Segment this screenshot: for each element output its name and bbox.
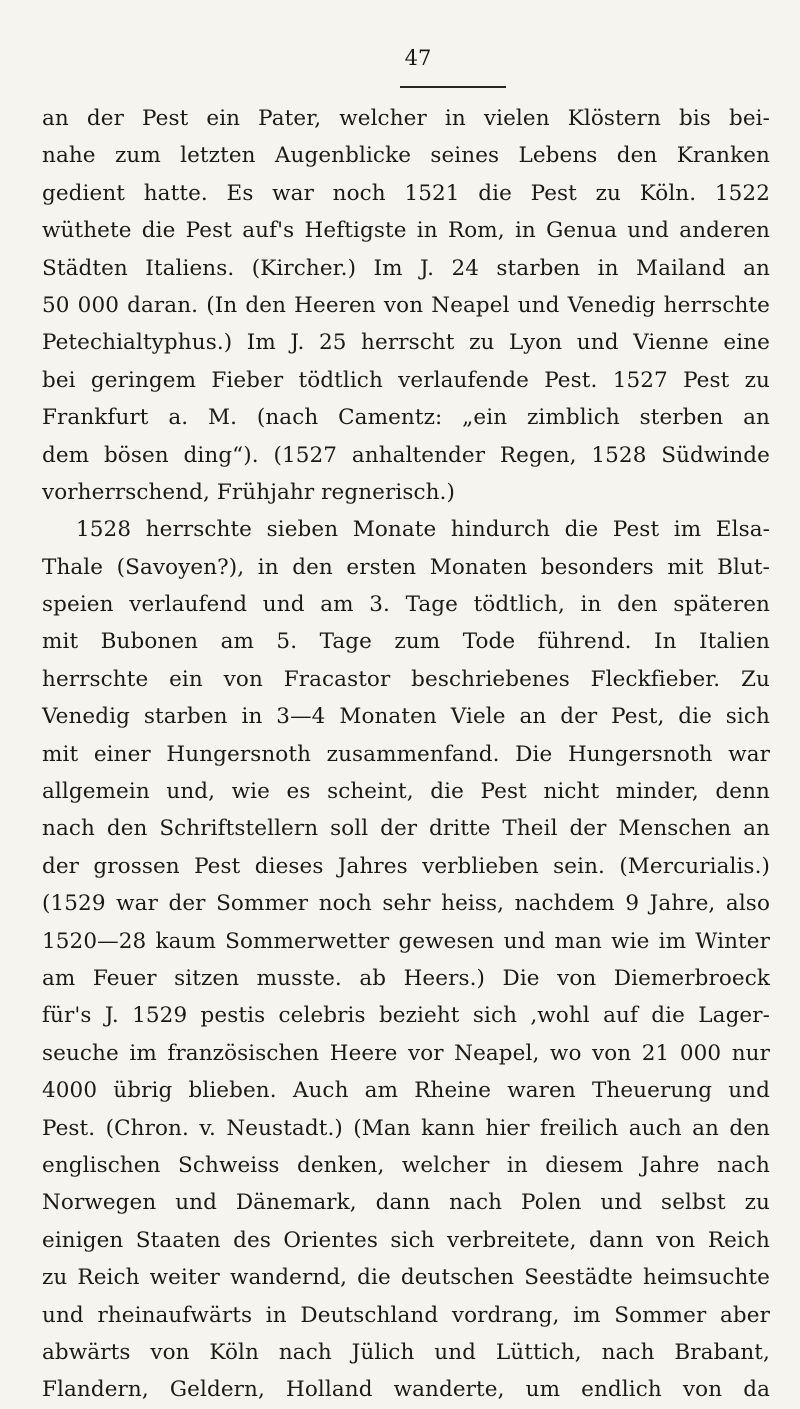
text-line: 4000 übrig blieben. Auch am Rheine waren Theuerung und	[42, 1078, 770, 1104]
text-line: Thale (Savoyen?), in den ersten Monaten besonders mit Blut-	[42, 554, 770, 580]
text-line: mit Bubonen am 5. Tage zum Tode führend. In Italien	[42, 629, 770, 655]
text-line: für's J. 1529 pestis celebris bezieht sich ,wohl auf die Lager-	[42, 1003, 770, 1029]
text-line: am Feuer sitzen musste. ab Heers.) Die von Diemerbroeck	[42, 965, 770, 991]
text-line: und rheinaufwärts in Deutschland vordrang, im Sommer aber	[42, 1302, 770, 1328]
text-line: einigen Staaten des Orientes sich verbreitete, dann von Reich	[42, 1227, 770, 1253]
text-line: allgemein und, wie es scheint, die Pest nicht minder, denn	[42, 779, 770, 805]
text-line: an der Pest ein Pater, welcher in vielen Klöstern bis bei-	[42, 106, 770, 131]
text-line: Petechialtyphus.) Im J. 25 herrscht zu Lyon und Vienne eine	[42, 330, 770, 356]
page-number: 47	[404, 46, 432, 70]
body-text	[42, 100, 770, 1409]
text-line: Venedig starben in 3—4 Monaten Viele an der Pest, die sich	[42, 704, 770, 730]
text-line: bei geringem Fieber tödtlich verlaufende Pest. 1527 Pest zu	[42, 367, 770, 393]
text-line: Städten Italiens. (Kircher.) Im J. 24 starben in Mailand an	[42, 255, 770, 281]
header-rule	[400, 86, 506, 88]
text-line: dem bösen ding“). (1527 anhaltender Regen, 1528 Südwinde	[42, 442, 770, 468]
text-line: der grossen Pest dieses Jahres verblieben sein. (Mercurialis.)	[42, 853, 770, 879]
text-line: herrschte ein von Fracastor beschriebenes Fleckfieber. Zu	[42, 666, 770, 692]
text-line: 1520—28 kaum Sommerwetter gewesen und man wie im Winter	[42, 928, 770, 954]
text-line: Norwegen und Dänemark, dann nach Polen und selbst zu	[42, 1190, 770, 1216]
text-line: wüthete die Pest auf's Heftigste in Rom, in Genua und anderen	[42, 218, 770, 244]
text-line: speien verlaufend und am 3. Tage tödtlich, in den späteren	[42, 592, 770, 618]
text-line: seuche im französischen Heere vor Neapel, wo von 21 000 nur	[42, 1040, 770, 1066]
text-line: zu Reich weiter wandernd, die deutschen Seestädte heimsuchte	[42, 1265, 770, 1291]
text-line: gedient hatte. Es war noch 1521 die Pest zu Köln. 1522	[42, 180, 770, 206]
text-line: (1529 war der Sommer noch sehr heiss, nachdem 9 Jahre, also	[42, 891, 770, 917]
text-line-paragraph-end: vorherrschend, Frühjahr regnerisch.)	[42, 479, 455, 505]
text-line: 50 000 daran. (In den Heeren von Neapel und Venedig herrschte	[42, 292, 770, 318]
text-line: Frankfurt a. M. (nach Camentz: „ein zimblich sterben an	[42, 405, 770, 431]
text-line: englischen Schweiss denken, welcher in diesem Jahre nach	[42, 1152, 770, 1178]
text-line: nahe zum letzten Augenblicke seines Lebens den Kranken	[42, 143, 770, 169]
text-line: Flandern, Geldern, Holland wanderte, um endlich von da	[42, 1377, 770, 1403]
text-line: nach den Schriftstellern soll der dritte Theil der Menschen an	[42, 816, 770, 842]
text-line: Pest. (Chron. v. Neustadt.) (Man kann hier freilich auch an den	[42, 1115, 770, 1141]
text-line-paragraph-start: 1528 herrschte sieben Monate hindurch die Pest im Elsa-	[76, 517, 770, 543]
text-line: abwärts von Köln nach Jülich und Lüttich, nach Brabant,	[42, 1339, 770, 1365]
text-line: mit einer Hungersnoth zusammenfand. Die Hungersnoth war	[42, 741, 770, 767]
